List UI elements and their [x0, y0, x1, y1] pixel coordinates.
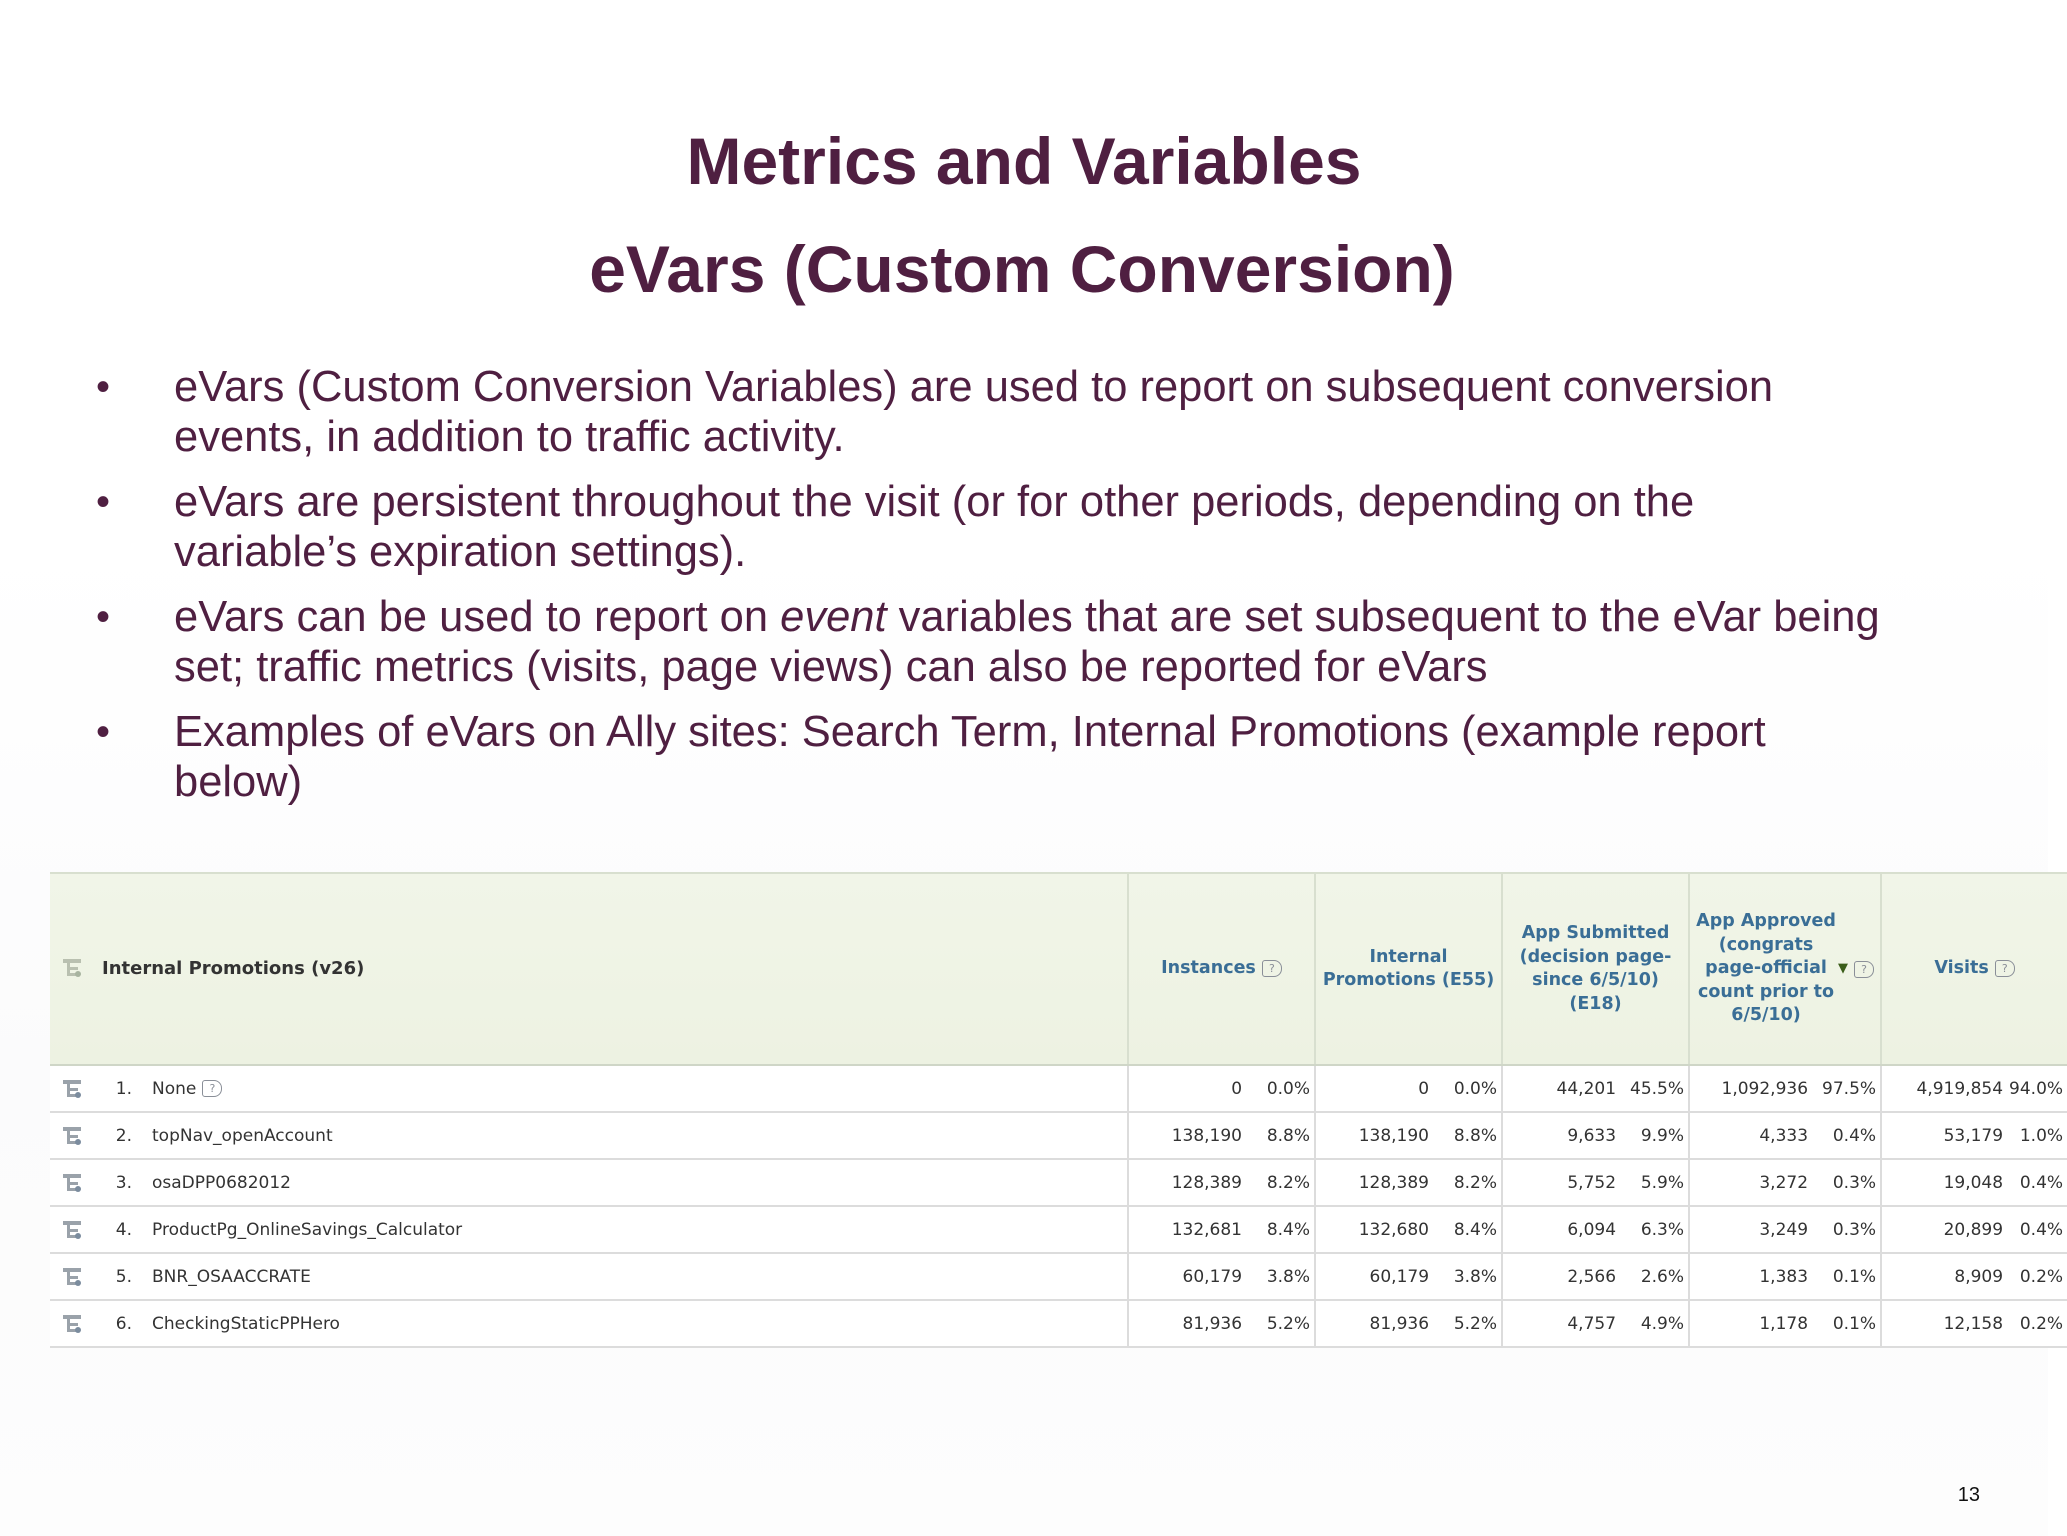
table-row[interactable] [50, 1159, 2067, 1206]
table-row[interactable] [50, 1253, 2067, 1300]
bullet-text-emphasis: event [780, 593, 887, 641]
bullet-item [88, 477, 1888, 577]
header-internal-promotions-v26[interactable]: Internal Promotions (v26) [96, 873, 1128, 1065]
row-item-name[interactable] [142, 1253, 1128, 1300]
row-breakdown-cell[interactable] [50, 1206, 96, 1253]
row-item-name[interactable] [142, 1300, 1128, 1347]
cell-app-submitted: 4,757 [1502, 1300, 1622, 1347]
breakdown-tree-icon[interactable] [63, 1079, 83, 1099]
cell-visits-pct: 0.4% [2009, 1206, 2067, 1253]
row-breakdown-cell[interactable] [50, 1112, 96, 1159]
cell-visits: 8,909 [1881, 1253, 2009, 1300]
cell-visits: 20,899 [1881, 1206, 2009, 1253]
cell-app-approved-pct: 97.5% [1814, 1065, 1881, 1112]
slide-subtitle: eVars (Custom Conversion) [589, 232, 1455, 306]
cell-internal-promotions: 128,389 [1315, 1159, 1435, 1206]
table-header-row [50, 873, 2067, 1065]
cell-app-approved-pct: 0.1% [1814, 1253, 1881, 1300]
row-breakdown-cell[interactable] [50, 1065, 96, 1112]
bullet-item [88, 592, 1888, 692]
cell-visits: 53,179 [1881, 1112, 2009, 1159]
slide-title: Metrics and Variables [686, 124, 1362, 198]
cell-internal-promotions-pct: 8.2% [1435, 1159, 1502, 1206]
row-item-name[interactable] [142, 1065, 1128, 1112]
row-item-label[interactable]: ProductPg_OnlineSavings_Calculator [152, 1219, 463, 1240]
help-icon[interactable]: ? [1854, 961, 1874, 978]
cell-app-submitted-pct: 6.3% [1622, 1206, 1689, 1253]
header-internal-promotions-e55[interactable]: Internal Promotions (E55) [1315, 873, 1502, 1065]
row-item-label[interactable]: BNR_OSAACCRATE [152, 1266, 311, 1287]
cell-instances-pct: 8.4% [1248, 1206, 1315, 1253]
cell-app-approved: 3,249 [1689, 1206, 1814, 1253]
cell-internal-promotions: 132,680 [1315, 1206, 1435, 1253]
row-index: 4. [96, 1206, 142, 1253]
table-row[interactable] [50, 1065, 2067, 1112]
cell-instances-pct: 8.8% [1248, 1112, 1315, 1159]
cell-app-submitted-pct: 4.9% [1622, 1300, 1689, 1347]
row-breakdown-cell[interactable] [50, 1300, 96, 1347]
breakdown-tree-icon[interactable] [63, 958, 83, 978]
bullet-text-pre: eVars can be used to report on [174, 593, 781, 641]
row-breakdown-cell[interactable] [50, 1253, 96, 1300]
breakdown-tree-icon[interactable] [63, 1314, 83, 1334]
cell-internal-promotions-pct: 8.4% [1435, 1206, 1502, 1253]
cell-instances: 132,681 [1128, 1206, 1248, 1253]
row-index: 5. [96, 1253, 142, 1300]
help-icon[interactable]: ? [202, 1080, 222, 1097]
cell-app-approved: 1,383 [1689, 1253, 1814, 1300]
bullet-text: eVars (Custom Conversion Variables) are used to report on subsequent conversion events, in addition to traffic activity. [174, 363, 1774, 461]
cell-instances: 0 [1128, 1065, 1248, 1112]
internal-promotions-report-table [50, 872, 2067, 1348]
cell-app-submitted-pct: 9.9% [1622, 1112, 1689, 1159]
cell-visits-pct: 0.2% [2009, 1253, 2067, 1300]
cell-visits: 4,919,854 [1881, 1065, 2009, 1112]
header-breakdown-cell[interactable] [50, 873, 96, 1065]
page-number: 13 [1957, 1484, 1980, 1506]
cell-internal-promotions: 0 [1315, 1065, 1435, 1112]
row-item-label[interactable]: topNav_openAccount [152, 1125, 333, 1146]
row-item-label[interactable]: CheckingStaticPPHero [152, 1313, 340, 1334]
cell-instances: 138,190 [1128, 1112, 1248, 1159]
cell-app-submitted-pct: 5.9% [1622, 1159, 1689, 1206]
table-row[interactable] [50, 1300, 2067, 1347]
cell-internal-promotions-pct: 3.8% [1435, 1253, 1502, 1300]
cell-instances: 60,179 [1128, 1253, 1248, 1300]
header-instances-label: Instances [1161, 958, 1256, 979]
breakdown-tree-icon[interactable] [63, 1173, 83, 1193]
bullet-list [88, 362, 1888, 822]
table-body [50, 1065, 2067, 1347]
header-app-submitted[interactable]: App Submitted (decision page-since 6/5/10) (E18) [1502, 873, 1689, 1065]
header-app-approved-label: App Approved (congrats page-official count prior to 6/5/10) [1696, 911, 1836, 1026]
cell-app-submitted-pct: 2.6% [1622, 1253, 1689, 1300]
breakdown-tree-icon[interactable] [63, 1220, 83, 1240]
header-visits-label: Visits [1934, 958, 1989, 979]
cell-visits: 12,158 [1881, 1300, 2009, 1347]
row-item-name[interactable] [142, 1112, 1128, 1159]
bullet-text: Examples of eVars on Ally sites: Search Term, Internal Promotions (example report below) [174, 708, 1766, 806]
row-index: 2. [96, 1112, 142, 1159]
header-visits[interactable] [1881, 873, 2067, 1065]
bullet-text: eVars are persistent throughout the visit (or for other periods, depending on the variable’s expiration settings). [174, 478, 1695, 576]
help-icon[interactable]: ? [1262, 960, 1282, 977]
cell-visits-pct: 0.2% [2009, 1300, 2067, 1347]
row-item-label[interactable]: None [152, 1078, 197, 1099]
cell-internal-promotions: 81,936 [1315, 1300, 1435, 1347]
cell-visits: 19,048 [1881, 1159, 2009, 1206]
row-index: 1. [96, 1065, 142, 1112]
sort-desc-icon[interactable]: ▼ [1838, 961, 1849, 977]
cell-internal-promotions: 138,190 [1315, 1112, 1435, 1159]
header-app-approved[interactable] [1689, 873, 1881, 1065]
cell-app-submitted-pct: 45.5% [1622, 1065, 1689, 1112]
cell-visits-pct: 94.0% [2009, 1065, 2067, 1112]
table-row[interactable] [50, 1206, 2067, 1253]
bullet-item [88, 362, 1888, 462]
cell-visits-pct: 0.4% [2009, 1159, 2067, 1206]
cell-internal-promotions: 60,179 [1315, 1253, 1435, 1300]
help-icon[interactable]: ? [1995, 960, 2015, 977]
table-row[interactable] [50, 1112, 2067, 1159]
cell-app-submitted: 9,633 [1502, 1112, 1622, 1159]
bullet-text-post: variables that are set subsequent to the eVar being set; traffic metrics (visits, page views) can also be reported for eVars [174, 593, 1880, 691]
bullet-item [88, 707, 1888, 807]
cell-app-approved-pct: 0.4% [1814, 1112, 1881, 1159]
cell-instances-pct: 0.0% [1248, 1065, 1315, 1112]
cell-visits-pct: 1.0% [2009, 1112, 2067, 1159]
header-instances[interactable] [1128, 873, 1315, 1065]
row-index: 6. [96, 1300, 142, 1347]
row-item-name[interactable] [142, 1206, 1128, 1253]
cell-instances-pct: 5.2% [1248, 1300, 1315, 1347]
cell-internal-promotions-pct: 0.0% [1435, 1065, 1502, 1112]
cell-instances-pct: 3.8% [1248, 1253, 1315, 1300]
cell-app-submitted: 2,566 [1502, 1253, 1622, 1300]
cell-app-approved: 1,178 [1689, 1300, 1814, 1347]
cell-internal-promotions-pct: 5.2% [1435, 1300, 1502, 1347]
bullet-marker: • [96, 480, 111, 524]
breakdown-tree-icon[interactable] [63, 1267, 83, 1287]
cell-internal-promotions-pct: 8.8% [1435, 1112, 1502, 1159]
row-index: 3. [96, 1159, 142, 1206]
row-item-name[interactable] [142, 1159, 1128, 1206]
bullet-marker: • [96, 595, 111, 639]
row-breakdown-cell[interactable] [50, 1159, 96, 1206]
cell-instances: 81,936 [1128, 1300, 1248, 1347]
cell-app-approved: 4,333 [1689, 1112, 1814, 1159]
cell-app-approved: 3,272 [1689, 1159, 1814, 1206]
cell-app-submitted: 5,752 [1502, 1159, 1622, 1206]
cell-app-approved-pct: 0.3% [1814, 1206, 1881, 1253]
cell-app-submitted: 44,201 [1502, 1065, 1622, 1112]
cell-app-approved-pct: 0.3% [1814, 1159, 1881, 1206]
bullet-marker: • [96, 365, 111, 409]
breakdown-tree-icon[interactable] [63, 1126, 83, 1146]
cell-instances: 128,389 [1128, 1159, 1248, 1206]
row-item-label[interactable]: osaDPP0682012 [152, 1172, 291, 1193]
cell-instances-pct: 8.2% [1248, 1159, 1315, 1206]
cell-app-submitted: 6,094 [1502, 1206, 1622, 1253]
bullet-marker: • [96, 710, 111, 754]
cell-app-approved-pct: 0.1% [1814, 1300, 1881, 1347]
cell-app-approved: 1,092,936 [1689, 1065, 1814, 1112]
